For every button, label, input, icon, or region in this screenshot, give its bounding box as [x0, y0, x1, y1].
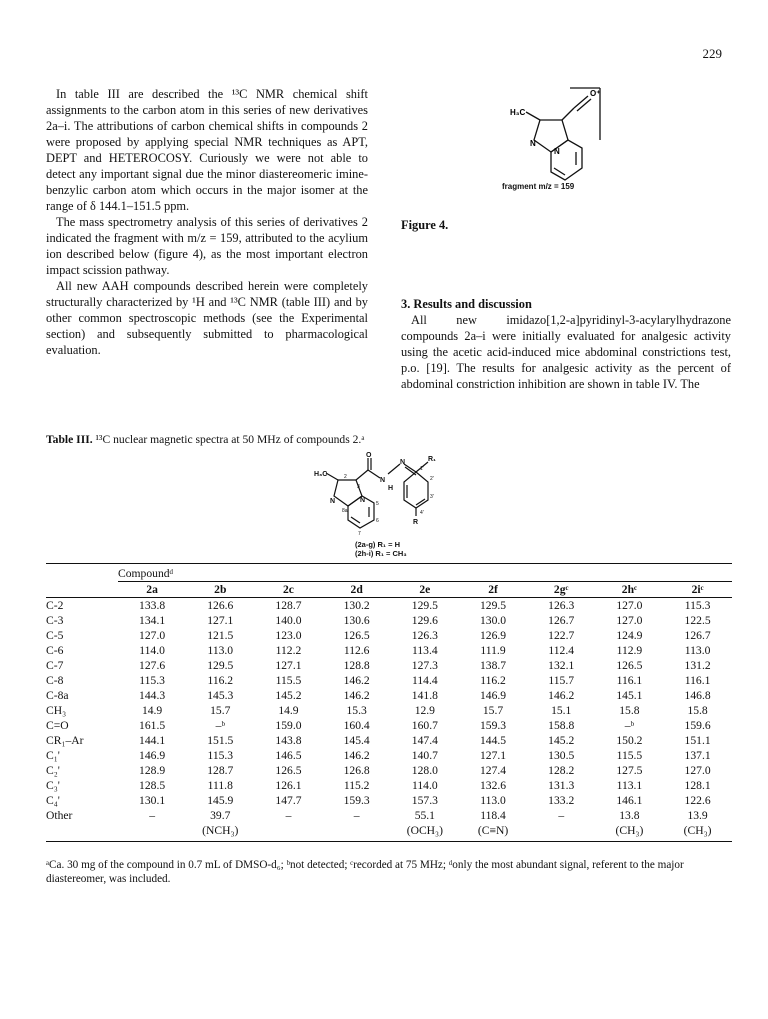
table-cell: 127.5 [616, 764, 643, 777]
table-cell: 116.1 [616, 674, 643, 687]
compound-group-header: Compoundᵈ [118, 567, 174, 580]
paragraph: All new imidazo[1,2-a]pyridinyl-3-acylarylhydrazone compounds 2a–i were initially evaluated for analgesic activity using the acetic acid-induced mice abdominal constrictions test, p.o. [19]. The results for analgesic activity as the percent of abdominal constriction inhibition are shown in table IV. The [401, 313, 731, 391]
table-cell: 118.4 [480, 809, 506, 822]
table-cell: (C≡N) [477, 824, 509, 837]
row-label: C₁' [46, 749, 60, 762]
locant: 3 [357, 484, 360, 490]
table-cell: – [285, 809, 292, 822]
table-cell: 115.2 [343, 779, 370, 792]
table-cell: 145.4 [343, 734, 370, 747]
table-cell: 130.1 [139, 794, 166, 807]
nitrogen-label: N [530, 139, 536, 148]
page-number: 229 [702, 46, 722, 61]
paragraph: All new AAH compounds described herein were completely structurally characterized by ¹H and ¹³C NMR (table III) and by other common spectroscopic methods (see the Experimental section) and subsequently submitted to pharmacological evaluation. [46, 279, 368, 357]
table-cell: 159.0 [275, 719, 302, 732]
table-cell: 13.8 [619, 809, 640, 822]
table-cell: 126.3 [548, 599, 575, 612]
table-cell: 55.1 [414, 809, 435, 822]
figure-4-structure [470, 82, 670, 212]
hydrogen-label: H [388, 485, 394, 492]
table-cell: 112.6 [343, 644, 370, 657]
locant: 7 [358, 531, 361, 537]
table-cell: 116.2 [480, 674, 506, 687]
table-cell: 128.1 [684, 779, 711, 792]
locant: 5 [376, 501, 379, 507]
table-cell: 160.4 [343, 719, 370, 732]
table-row [46, 733, 732, 748]
table-cell: 122.7 [548, 629, 575, 642]
methyl-label: H₃C [314, 471, 328, 478]
table-cell: 111.9 [480, 644, 506, 657]
table-cell: 128.7 [207, 764, 234, 777]
oxygen-label: O [366, 452, 372, 459]
table-cell: 145.9 [207, 794, 234, 807]
table-cell: 146.1 [616, 794, 643, 807]
table-cell: 126.3 [411, 629, 438, 642]
table-row [46, 598, 732, 613]
table-cell: 146.2 [548, 689, 575, 702]
row-label: C-3 [46, 614, 64, 627]
table-cell: – [353, 809, 360, 822]
figure-4-caption: fragment m/z = 159 [502, 182, 575, 191]
structure-caption-line: (2a-g) R₁ = H [355, 540, 400, 549]
table-cell: 158.8 [548, 719, 575, 732]
nitrogen-label: N [554, 147, 560, 156]
column-header: 2a [146, 583, 158, 596]
table-cell: 113.1 [616, 779, 643, 792]
table-cell: 13.9 [687, 809, 708, 822]
table-cell: 157.3 [411, 794, 438, 807]
table-cell: 133.8 [139, 599, 166, 612]
structure-caption [355, 540, 407, 558]
table-cell: 12.9 [414, 704, 435, 717]
table-cell: 159.3 [343, 794, 370, 807]
column-header: 2f [488, 583, 498, 596]
table-rule [46, 841, 732, 842]
table-cell: 147.7 [275, 794, 302, 807]
table-row [46, 688, 732, 703]
table-cell: 144.3 [139, 689, 166, 702]
table-caption-text: ¹³C nuclear magnetic spectra at 50 MHz of compounds 2.ᵃ [92, 433, 365, 446]
table-cell: (NCH₃) [202, 824, 239, 837]
table-cell: 129.6 [411, 614, 438, 627]
row-label: C=O [46, 719, 69, 732]
table-cell: 145.1 [616, 689, 643, 702]
table-cell: 130.5 [548, 749, 575, 762]
table-cell: 112.9 [616, 644, 643, 657]
table-cell [527, 823, 595, 838]
methyl-label: H₃C [510, 108, 526, 117]
nitrogen-label: N [380, 477, 386, 484]
row-label: C-6 [46, 644, 64, 657]
table-cell: 128.8 [343, 659, 370, 672]
table-cell: 159.3 [479, 719, 507, 732]
column-header: 2hᶜ [621, 583, 638, 596]
column-header: 2d [350, 583, 363, 596]
table-group-header-row [46, 566, 732, 581]
table-cell: 146.2 [343, 689, 370, 702]
table-cell: 131.3 [548, 779, 575, 792]
table-cell: 126.1 [275, 779, 302, 792]
locant: 4' [420, 510, 424, 516]
table-cell: 144.5 [479, 734, 507, 747]
table-cell: 114.0 [139, 644, 165, 657]
table-cell [254, 823, 322, 838]
table-cell: 116.1 [684, 674, 711, 687]
nitrogen-label: N [360, 497, 366, 504]
row-label: CR₁–Ar [46, 734, 84, 747]
table-cell: 146.2 [343, 674, 370, 687]
table-cell: 144.1 [139, 734, 166, 747]
table-cell: –ᵇ [215, 719, 225, 732]
table-cell: 150.2 [616, 734, 643, 747]
table-cell: 127.0 [684, 764, 711, 777]
table-cell: 146.5 [275, 749, 302, 762]
table-rule [46, 563, 732, 564]
locant: 8a [342, 508, 348, 514]
table-cell: 138.7 [479, 659, 507, 672]
paragraph: The mass spectrometry analysis of this series of derivatives 2 indicated the fragment with m/z = 159, attributed to the acylium ion described below (figure 4), as the most important electron impact scission pathway. [46, 215, 368, 277]
row-label: C-8a [46, 689, 69, 702]
table-cell: 160.7 [411, 719, 438, 732]
table-cell: 126.9 [479, 629, 507, 642]
table-body [46, 598, 732, 823]
table-cell: 127.0 [139, 629, 166, 642]
table-cell: 143.8 [275, 734, 302, 747]
row-label: C₂' [46, 764, 60, 777]
left-column-text [46, 86, 368, 358]
table-cell: 112.4 [548, 644, 575, 657]
table-row [46, 808, 732, 823]
table-cell [118, 823, 186, 838]
table-caption [46, 433, 365, 446]
table-cell: 114.0 [412, 779, 438, 792]
table-cell: 113.0 [684, 644, 711, 657]
table-row [46, 628, 732, 643]
nmr-table [46, 563, 732, 842]
table-cell: 145.2 [548, 734, 575, 747]
r-label: R [413, 519, 419, 526]
table-cell: 126.7 [548, 614, 575, 627]
table-cell: 127.1 [479, 749, 507, 762]
table-cell: – [149, 809, 155, 822]
table-cell: 146.2 [343, 749, 370, 762]
table-cell: 128.7 [275, 599, 302, 612]
table-cell: 129.5 [207, 659, 234, 672]
table-cell: 146.8 [684, 689, 711, 702]
table-cell: 133.2 [548, 794, 575, 807]
table-cell: 151.5 [207, 734, 234, 747]
table-cell: 141.8 [411, 689, 438, 702]
table-cell: 126.5 [616, 659, 643, 672]
row-label: C-7 [46, 659, 64, 672]
table-cell: 140.0 [275, 614, 302, 627]
table-cell: 15.8 [687, 704, 708, 717]
nitrogen-label: N [400, 459, 406, 466]
table-cell: 134.1 [139, 614, 166, 627]
table-cell: 147.4 [411, 734, 438, 747]
table-cell: 115.5 [275, 674, 302, 687]
locant: 2 [344, 474, 347, 480]
table-cell: 127.6 [139, 659, 166, 672]
table-row [46, 823, 732, 838]
table-cell: (CH₃) [683, 824, 712, 837]
table-cell: 146.9 [479, 689, 507, 702]
row-label: CH₃ [46, 704, 67, 717]
table-cell: 127.0 [616, 599, 643, 612]
column-header: 2b [214, 583, 227, 596]
table-cell: 115.3 [207, 749, 234, 762]
table-cell: 124.9 [616, 629, 643, 642]
row-label: C-5 [46, 629, 64, 642]
table-row [46, 673, 732, 688]
row-label: C₄' [46, 794, 60, 807]
table-cell: 122.6 [684, 794, 711, 807]
table-cell: 129.5 [479, 599, 507, 612]
table-cell: 128.9 [139, 764, 166, 777]
row-label: C-8 [46, 674, 64, 687]
row-label: C-2 [46, 599, 64, 612]
table-cell: 15.1 [551, 704, 572, 717]
column-header: 2gᶜ [553, 583, 569, 596]
row-label: C₃' [46, 779, 60, 792]
table-cell: 127.4 [479, 764, 507, 777]
table-cell: 128.5 [139, 779, 166, 792]
table-cell: 15.7 [210, 704, 231, 717]
table-row [46, 703, 732, 718]
table-cell: 14.9 [278, 704, 299, 717]
table-cell: 137.1 [684, 749, 711, 762]
table-cell: 126.6 [207, 599, 234, 612]
table-cell: 113.0 [207, 644, 234, 657]
table-cell: 127.1 [207, 614, 234, 627]
table-cell: 15.8 [619, 704, 640, 717]
locant: 6 [376, 518, 379, 524]
table-footnote: ᵃCa. 30 mg of the compound in 0.7 mL of DMSO-d₆; ᵇnot detected; ᶜrecorded at 75 MHz; ᵈonly the most abundant signal, referent to the major diastereomer, was included. [46, 859, 684, 885]
table-cell: 15.7 [482, 704, 504, 717]
table-row [46, 643, 732, 658]
table-cell: 116.2 [207, 674, 234, 687]
table-cell: 114.4 [412, 674, 438, 687]
structure-caption-line: (2h-i) R₁ = CH₃ [355, 549, 407, 558]
table-cell: 159.6 [684, 719, 711, 732]
table-cell: 128.0 [411, 764, 438, 777]
table-cell: 115.5 [616, 749, 643, 762]
table-cell: 140.7 [411, 749, 438, 762]
locant: 3' [430, 494, 434, 500]
table-cell: 115.3 [684, 599, 711, 612]
column-header: 2e [419, 583, 431, 596]
nitrogen-label: N [330, 498, 336, 505]
column-header: 2iᶜ [691, 583, 704, 596]
table-cell: 151.1 [684, 734, 711, 747]
locant: 2' [430, 476, 434, 482]
table-cell: 123.0 [275, 629, 302, 642]
table-cell [323, 823, 391, 838]
table-header-row [46, 582, 732, 597]
table-cell: –ᵇ [624, 719, 635, 732]
table-cell: 121.5 [207, 629, 234, 642]
table-row [46, 778, 732, 793]
table-cell: 113.4 [412, 644, 438, 657]
table-cell: 115.3 [139, 674, 165, 687]
table-cell: 130.6 [343, 614, 370, 627]
table-cell: 15.3 [346, 704, 367, 717]
table-row [46, 793, 732, 808]
table-cell: 129.5 [411, 599, 438, 612]
table-cell: 132.1 [548, 659, 575, 672]
table-cell: 130.2 [343, 599, 370, 612]
table-cell: 145.3 [207, 689, 234, 702]
table-cell: (CH₃) [615, 824, 644, 837]
locant: 1' [420, 466, 424, 472]
table-cell: 127.1 [275, 659, 302, 672]
table-cell: 127.3 [411, 659, 438, 672]
table-row [46, 658, 732, 673]
table-cell: 161.5 [139, 719, 166, 732]
table-cell: 126.8 [343, 764, 370, 777]
table-row [46, 613, 732, 628]
table-cell: 112.2 [275, 644, 302, 657]
oxygen-label: O⁺ [590, 89, 601, 98]
table-row [46, 763, 732, 778]
table-cell: 132.6 [479, 779, 507, 792]
table-row [46, 718, 732, 733]
table-cell: – [558, 809, 565, 822]
table-cell: 14.9 [141, 704, 163, 717]
table-cell: 128.2 [548, 764, 575, 777]
table-cell: 122.5 [684, 614, 711, 627]
table-cell: 146.9 [139, 749, 166, 762]
column-header: 2c [282, 583, 294, 596]
table-cell: 39.7 [210, 809, 231, 822]
table-cell: 111.8 [207, 779, 233, 792]
r1-label: R₁ [428, 456, 436, 463]
table-cell: 130.0 [479, 614, 507, 627]
table-cell: 115.7 [548, 674, 575, 687]
section-heading: 3. Results and discussion [401, 297, 532, 311]
table-row [46, 748, 732, 763]
table-cell: 131.2 [684, 659, 711, 672]
table-cell: (OCH₃) [406, 824, 443, 837]
table-cell: 145.2 [275, 689, 302, 702]
row-label: Other [46, 809, 73, 822]
table-cell: 126.5 [343, 629, 370, 642]
table-cell: 127.0 [616, 614, 643, 627]
right-column-text [401, 296, 731, 392]
table-cell: 126.5 [275, 764, 302, 777]
figure-4-label: Figure 4. [401, 218, 449, 232]
paragraph: In table III are described the ¹³C NMR chemical shift assignments to the carbon atom in this series of new derivatives 2a–i. The attributions of carbon chemical shifts in compounds 2 were proposed by applying special NMR techniques as APT, DEPT and HETEROCOSY. Curiously we were not able to detect any important signal due the minor diastereomeric imine-benzylic carbon atom which occurs in the major isomer at the range of δ 144.1–151.5 ppm. [46, 87, 368, 213]
table-cell: 113.0 [480, 794, 506, 807]
table-caption-label: Table III. [46, 433, 93, 446]
table-cell: 126.7 [684, 629, 711, 642]
